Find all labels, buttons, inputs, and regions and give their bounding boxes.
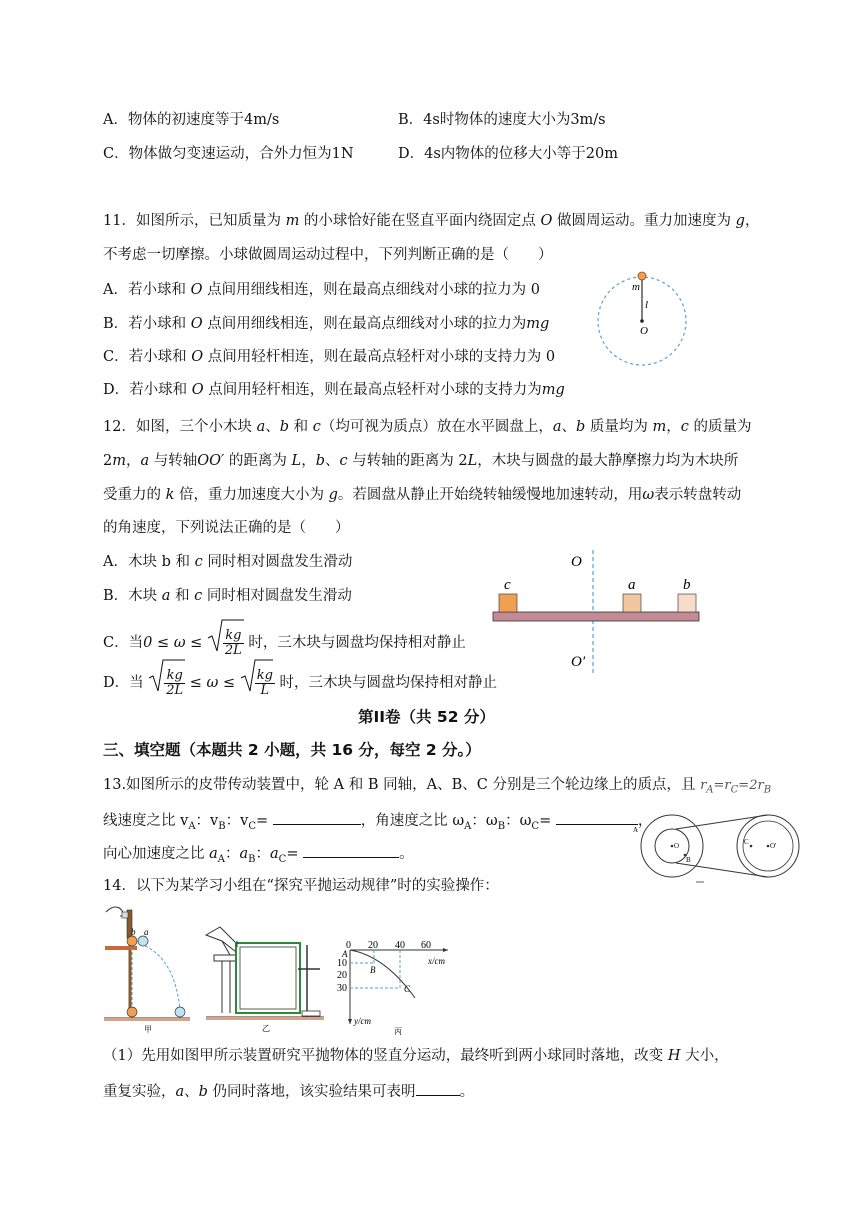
q13-belt-figure: [628, 806, 808, 886]
q10-option-b: B．4s时物体的速度大小为3m/s: [398, 112, 606, 128]
q13-stem-line3: 向心加速度之比 $a_A$：$a_B$：$a_C=$ 。: [103, 843, 414, 869]
q14-part1-line2: 重复实验，a、b 仍同时落地，该实验结果可表明 。: [103, 1081, 474, 1101]
q14-figure-jia: [100, 900, 195, 1035]
point-C: C: [404, 984, 411, 994]
label-B: B: [686, 856, 691, 864]
q12-stem-line1: 12．如图，三个小木块 a、b 和 c（均可视为质点）放在水平圆盘上，a、b 质量均为 m，c 的质量为: [103, 419, 752, 435]
label-bing: 丙: [394, 1027, 402, 1036]
y-tick-30: 30: [337, 983, 347, 994]
label-O-prime: O′: [571, 654, 586, 670]
frac-kg-2L-lower: $\frac{kg}{2L}$: [166, 667, 184, 698]
y-label: y/cm: [354, 1016, 371, 1026]
q14-figure-yi: [200, 925, 330, 1035]
q10-option-c: C．物体做匀变速运动，合外力恒为1N: [103, 146, 354, 162]
frac-kg-L: $\frac{kg}{L}$: [256, 667, 273, 698]
label-b: b: [131, 927, 136, 937]
frac-kg-2L: $\frac{kg}{2L}$: [224, 627, 242, 658]
q10-option-a: A．物体的初速度等于4m/s: [103, 112, 280, 128]
x-tick-20: 20: [368, 940, 378, 951]
blank-linear-velocity[interactable]: [273, 810, 361, 825]
belt-top: [676, 815, 768, 829]
q12-option-b: B．木块 a 和 c 同时相对圆盘发生滑动: [103, 588, 352, 604]
q11-stem-line2: 不考虑一切摩擦。小球做圆周运动过程中，下列判断正确的是（ ）: [103, 247, 553, 263]
ball: [638, 272, 646, 280]
q14-figure-bing: [330, 938, 460, 1038]
block-c: [499, 594, 517, 612]
label-yi: 乙: [262, 1024, 270, 1033]
label-jia: 甲: [144, 1025, 152, 1034]
q11-stem-line1: 11．如图所示，已知质量为 m 的小球恰好能在竖直平面内绕固定点 O 做圆周运动。重力加速度为 g，: [103, 213, 760, 229]
q14-part1-line1: （1）先用如图甲所示装置研究平抛物体的竖直分运动，最终听到两小球同时落地，改变 H 大小，: [103, 1048, 729, 1064]
q12-stem-line3: 受重力的 k 倍，重力加速度大小为 g。若圆盘从静止开始绕转轴缓慢地加速转动，用ω表示转盘转动: [103, 487, 742, 503]
block-b: [678, 594, 696, 612]
y-tick-10: 10: [337, 958, 347, 969]
x-tick-60: 60: [421, 940, 431, 951]
x-label: x/cm: [428, 956, 445, 966]
y-tick-20: 20: [337, 970, 347, 981]
point-B: B: [370, 965, 376, 975]
label-a: a: [628, 577, 636, 593]
q11-option-d: D．若小球和 O 点间用轻杆相连，则在最高点轻杆对小球的支持力为mg: [103, 382, 565, 398]
point-A: A: [342, 949, 348, 959]
label-O: O: [674, 842, 680, 850]
q13-stem-line1: 13.如图所示的皮带传动装置中，轮 A 和 B 同轴，A、B、C 分别是三个轮边缘上的质点，且 $r_A=r_C=2r_B$: [103, 777, 772, 796]
q12-option-a: A．木块 b 和 c 同时相对圆盘发生滑动: [103, 554, 353, 570]
q12-disk-figure: [485, 548, 710, 678]
block-a: [623, 594, 641, 612]
q11-circle-figure: [595, 268, 690, 368]
blank-conclusion[interactable]: [416, 1081, 460, 1096]
belt-bottom: [676, 863, 768, 877]
label-l: l: [645, 299, 649, 311]
label-m: m: [632, 281, 640, 293]
q12-option-c: C．当0 ≤ ω ≤ $\frac{kg}{2L}$ 时，三木块与圆盘均保持相对静止: [103, 618, 466, 668]
q14-stem: 14．以下为某学习小组在“探究平抛运动规律”时的实验操作：: [103, 878, 499, 894]
q11-option-a: A．若小球和 O 点间用细线相连，则在最高点细线对小球的拉力为 0: [103, 282, 540, 298]
label-b: b: [683, 577, 691, 593]
section-3-heading: 三、填空题（本题共 2 小题，共 16 分，每空 2 分。）: [103, 741, 481, 759]
label-C: C: [744, 838, 749, 846]
disk: [493, 612, 699, 621]
q11-option-b: B．若小球和 O 点间用细线相连，则在最高点细线对小球的拉力为mg: [103, 316, 550, 332]
section-2-heading: 第II卷（共 52 分）: [358, 708, 495, 726]
x-tick-0: 0: [346, 940, 351, 951]
label-c: c: [504, 577, 511, 593]
label-O: O: [640, 325, 648, 337]
x-tick-40: 40: [395, 940, 405, 951]
label-a: a: [144, 927, 149, 937]
center-point: [640, 319, 644, 323]
label-O: O: [571, 554, 582, 570]
label-O-prime: O': [770, 842, 777, 850]
q12-option-d: D．当 $\frac{kg}{2L}$ ≤ ω ≤ $\frac{kg}{L}$ 时，三木块与圆盘均保持相对静止: [103, 658, 497, 708]
blank-angular-velocity[interactable]: [556, 810, 638, 825]
q12-stem-line4: 的角速度，下列说法正确的是（ ）: [103, 520, 350, 536]
q11-option-c: C．若小球和 O 点间用轻杆相连，则在最高点轻杆对小球的支持力为 0: [103, 349, 556, 365]
q13-stem-line2: 线速度之比 $v_A$：$v_B$：$v_C=$ ，角速度之比 $\omega_A$：$\omega_B$：$\omega_C=$ ，: [103, 810, 652, 836]
ball-a: [138, 936, 148, 946]
q10-option-d: D．4s内物体的位移大小等于20m: [398, 146, 618, 162]
q12-stem-line2: 2m，a 与转轴OO′ 的距离为 L，b、c 与转轴的距离为 2L，木块与圆盘的最大静摩擦力均为木块所: [103, 453, 739, 469]
ball-b: [127, 936, 137, 946]
blank-centripetal-acceleration[interactable]: [303, 843, 399, 858]
label-A: A: [633, 826, 639, 834]
